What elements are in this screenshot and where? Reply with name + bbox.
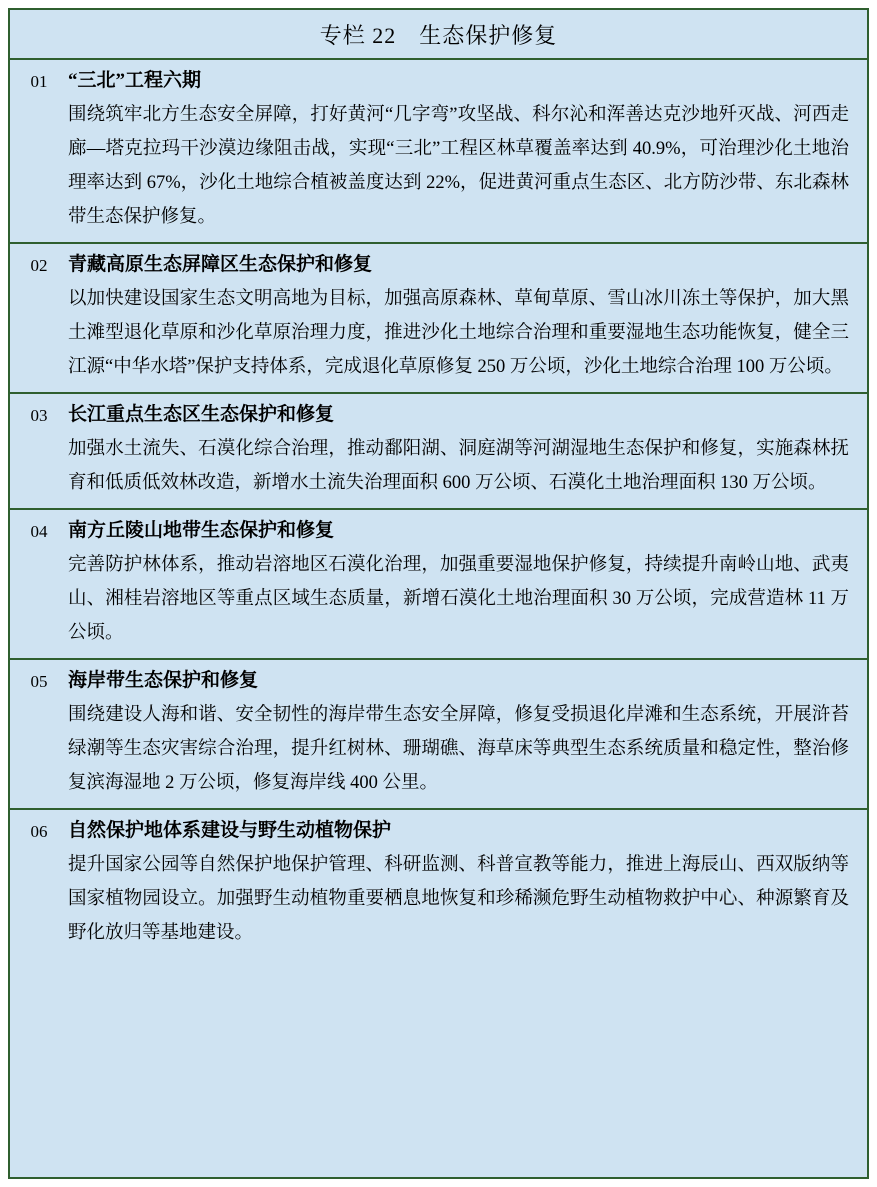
item-heading: 海岸带生态保护和修复: [68, 670, 259, 691]
list-item: [10, 510, 867, 660]
feature-box: [8, 8, 869, 1179]
item-heading: 南方丘陵山地带生态保护和修复: [68, 520, 335, 541]
box-title-bar: [10, 10, 867, 60]
item-heading: 长江重点生态区生态保护和修复: [68, 404, 335, 425]
item-body: [68, 666, 867, 800]
list-item: [10, 660, 867, 810]
item-number: 02: [30, 256, 48, 275]
list-item: [10, 244, 867, 394]
page-title: 专栏 22 生态保护修复: [319, 22, 558, 48]
item-text: 围绕筑牢北方生态安全屏障，打好黄河“几字弯”攻坚战、科尔沁和浑善达克沙地歼灭战、河西走廊—塔克拉玛干沙漠边缘阻击战，实现“三北”工程区林草覆盖率达到 40.9%，可治理沙化土地治理率达到 67%，沙化土地综合植被盖度达到 22%，促进黄河重点生态区、北方防沙带、东北森林带生态保护修复。: [68, 105, 849, 227]
item-number: 04: [30, 522, 48, 541]
item-body: [68, 66, 867, 234]
item-body: [68, 516, 867, 650]
item-number: 05: [30, 672, 48, 691]
item-heading: 自然保护地体系建设与野生动植物保护: [68, 820, 392, 841]
item-number: 03: [30, 406, 48, 425]
list-item: [10, 60, 867, 244]
item-body: [68, 400, 867, 500]
item-body: [68, 250, 867, 384]
item-text: 围绕建设人海和谐、安全韧性的海岸带生态安全屏障，修复受损退化岸滩和生态系统，开展浒苔绿潮等生态灾害综合治理，提升红树林、珊瑚礁、海草床等典型生态系统质量和稳定性，整治修复滨海湿地 2 万公顷，修复海岸线 400 公里。: [68, 705, 849, 793]
item-body: [68, 816, 867, 950]
list-item: [10, 394, 867, 510]
item-heading: “三北”工程六期: [68, 70, 202, 91]
item-list: [10, 60, 867, 1177]
item-text: 完善防护林体系，推动岩溶地区石漠化治理，加强重要湿地保护修复，持续提升南岭山地、武夷山、湘桂岩溶地区等重点区域生态质量，新增石漠化土地治理面积 30 万公顷，完成营造林 11 万公顷。: [68, 555, 849, 643]
item-text: 提升国家公园等自然保护地保护管理、科研监测、科普宣教等能力，推进上海辰山、西双版纳等国家植物园设立。加强野生动植物重要栖息地恢复和珍稀濒危野生动植物救护中心、种源繁育及野化放归等基地建设。: [68, 855, 849, 943]
list-item: [10, 810, 867, 958]
item-number: 06: [30, 822, 48, 841]
item-text: 以加快建设国家生态文明高地为目标，加强高原森林、草甸草原、雪山冰川冻土等保护，加大黑土滩型退化草原和沙化草原治理力度，推进沙化土地综合治理和重要湿地生态功能恢复，健全三江源“中华水塔”保护支持体系，完成退化草原修复 250 万公顷，沙化土地综合治理 100 万公顷。: [68, 289, 849, 377]
item-heading: 青藏高原生态屏障区生态保护和修复: [68, 254, 373, 275]
item-text: 加强水土流失、石漠化综合治理，推动鄱阳湖、洞庭湖等河湖湿地生态保护和修复，实施森林抚育和低质低效林改造，新增水土流失治理面积 600 万公顷、石漠化土地治理面积 130 万公顷。: [68, 439, 849, 493]
item-number: 01: [30, 72, 48, 91]
